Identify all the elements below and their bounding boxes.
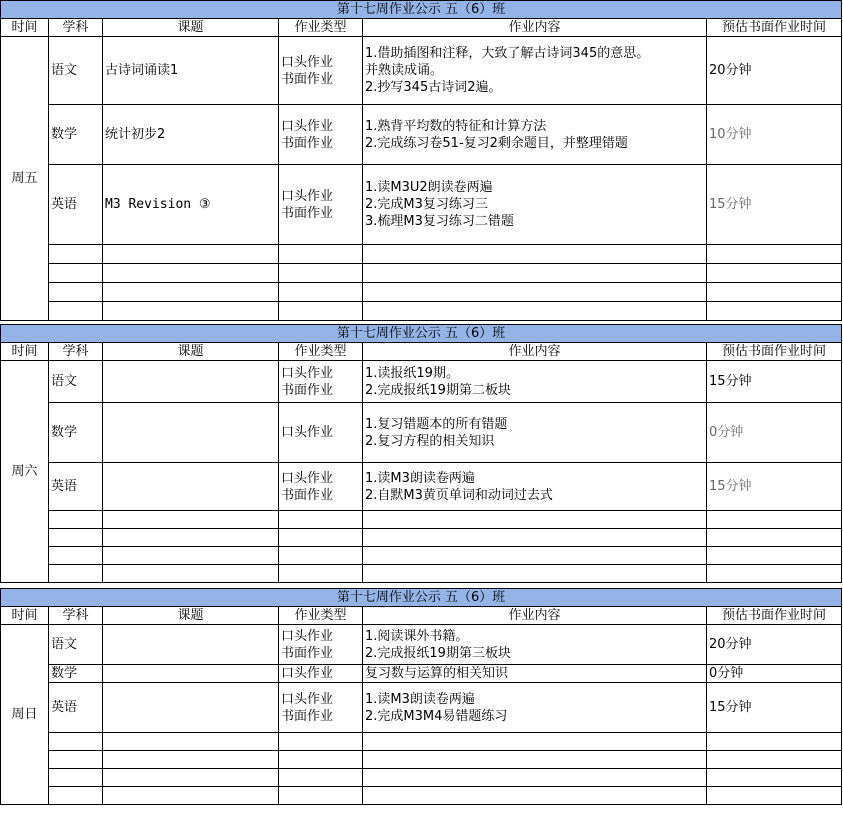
content-line: 2.完成报纸19期第三板块 — [365, 645, 511, 661]
content-line: 1.借助插图和注释，大致了解古诗词345的意思。 — [365, 46, 650, 61]
subject-cell: 数学 — [49, 105, 103, 165]
content-cell — [363, 625, 707, 665]
table-banner: 第十七周作业公示 五（6）班 — [1, 589, 842, 607]
col-header-subject: 学科 — [49, 607, 103, 625]
content-line: 2.复习方程的相关知识 — [365, 433, 495, 449]
type-line: 口头作业 — [281, 188, 334, 204]
col-header-time: 时间 — [1, 607, 49, 625]
content-cell — [363, 361, 707, 403]
table-row — [1, 625, 842, 665]
estimate-cell: 0分钟 — [707, 665, 842, 683]
estimate-cell: 15分钟 — [707, 683, 842, 733]
content-line: 1.读M3U2朗读卷两遍 — [365, 180, 493, 195]
content-cell — [363, 37, 707, 105]
topic-cell — [103, 625, 279, 665]
content-line: 1.读报纸19期。 — [365, 365, 459, 381]
empty-row — [1, 302, 842, 321]
content-line: 2.完成M3M4易错题练习 — [365, 708, 508, 724]
type-line: 口头作业 — [281, 628, 334, 644]
content-line: 并熟读成诵。 — [365, 63, 444, 78]
col-header-type: 作业类型 — [279, 19, 363, 37]
content-cell — [363, 403, 707, 463]
empty-row — [1, 769, 842, 787]
content-line: 1.读M3朗读卷两遍 — [365, 470, 475, 486]
type-line: 书面作业 — [281, 205, 334, 221]
empty-row — [1, 751, 842, 769]
col-header-topic: 课题 — [103, 607, 279, 625]
type-cell: 口头作业 — [279, 665, 363, 683]
empty-row — [1, 264, 842, 283]
content-cell — [363, 165, 707, 245]
type-line: 口头作业 — [281, 425, 334, 440]
topic-cell — [103, 361, 279, 403]
subject-cell: 数学 — [49, 665, 103, 683]
day-label: 周六 — [1, 361, 49, 583]
table-row — [1, 165, 842, 245]
col-header-estimate: 预估书面作业时间 — [707, 343, 842, 361]
empty-row — [1, 529, 842, 547]
sheet-saturday — [0, 324, 843, 583]
col-header-type: 作业类型 — [279, 343, 363, 361]
content-line: 1.熟背平均数的特征和计算方法 — [365, 118, 547, 134]
type-cell — [279, 165, 363, 245]
content-line: 2.完成练习卷51-复习2剩余题目，并整理错题 — [365, 135, 628, 151]
content-cell: 复习数与运算的相关知识 — [363, 665, 707, 683]
estimate-cell: 0分钟 — [707, 403, 842, 463]
subject-cell: 英语 — [49, 683, 103, 733]
content-line: 1.读M3朗读卷两遍 — [365, 691, 475, 707]
type-line: 书面作业 — [281, 71, 334, 87]
col-header-content: 作业内容 — [363, 607, 707, 625]
sheet-sunday — [0, 588, 843, 805]
content-cell — [363, 683, 707, 733]
topic-cell: M3 Revision ③ — [103, 165, 279, 245]
type-line: 书面作业 — [281, 487, 334, 503]
subject-cell: 数学 — [49, 403, 103, 463]
subject-cell: 英语 — [49, 463, 103, 511]
col-header-content: 作业内容 — [363, 343, 707, 361]
empty-row — [1, 511, 842, 529]
table-row — [1, 361, 842, 403]
col-header-topic: 课题 — [103, 343, 279, 361]
topic-cell — [103, 665, 279, 683]
type-cell — [279, 37, 363, 105]
type-cell — [279, 105, 363, 165]
col-header-type: 作业类型 — [279, 607, 363, 625]
content-line: 2.抄写345古诗词2遍。 — [365, 80, 502, 95]
subject-cell: 语文 — [49, 625, 103, 665]
content-cell — [363, 463, 707, 511]
col-header-topic: 课题 — [103, 19, 279, 37]
content-line: 1.阅读课外书籍。 — [365, 628, 469, 644]
type-cell — [279, 403, 363, 463]
table-row — [1, 463, 842, 511]
type-line: 口头作业 — [281, 54, 334, 70]
homework-table-saturday — [0, 324, 842, 583]
col-header-time: 时间 — [1, 19, 49, 37]
type-line: 口头作业 — [281, 365, 334, 381]
col-header-estimate: 预估书面作业时间 — [707, 607, 842, 625]
estimate-cell: 15分钟 — [707, 165, 842, 245]
type-cell — [279, 625, 363, 665]
homework-table-sunday — [0, 588, 842, 805]
type-line: 口头作业 — [281, 118, 334, 134]
estimate-cell: 15分钟 — [707, 463, 842, 511]
estimate-cell: 10分钟 — [707, 105, 842, 165]
col-header-content: 作业内容 — [363, 19, 707, 37]
type-cell — [279, 463, 363, 511]
content-line: 3.梳理M3复习练习二错题 — [365, 214, 514, 229]
type-line: 书面作业 — [281, 382, 334, 398]
estimate-cell: 20分钟 — [707, 625, 842, 665]
table-row — [1, 683, 842, 733]
subject-cell: 英语 — [49, 165, 103, 245]
day-label: 周日 — [1, 625, 49, 805]
subject-cell: 语文 — [49, 37, 103, 105]
estimate-cell: 20分钟 — [707, 37, 842, 105]
empty-row — [1, 547, 842, 565]
type-cell — [279, 361, 363, 403]
topic-cell: 古诗词诵读1 — [103, 37, 279, 105]
type-line: 书面作业 — [281, 135, 334, 151]
type-cell — [279, 683, 363, 733]
col-header-time: 时间 — [1, 343, 49, 361]
type-line: 书面作业 — [281, 708, 334, 724]
content-line: 2.完成报纸19期第二板块 — [365, 382, 511, 398]
homework-table-friday — [0, 0, 842, 321]
col-header-estimate: 预估书面作业时间 — [707, 19, 842, 37]
subject-cell: 语文 — [49, 361, 103, 403]
col-header-subject: 学科 — [49, 19, 103, 37]
day-label: 周五 — [1, 37, 49, 321]
content-line: 2.自默M3黄页单词和动词过去式 — [365, 487, 553, 503]
topic-cell — [103, 403, 279, 463]
type-line: 口头作业 — [281, 470, 334, 486]
content-line: 1.复习错题本的所有错题 — [365, 416, 508, 432]
table-row — [1, 403, 842, 463]
content-cell — [363, 105, 707, 165]
table-banner: 第十七周作业公示 五（6）班 — [1, 1, 842, 19]
sheet-friday — [0, 0, 843, 321]
topic-cell: 统计初步2 — [103, 105, 279, 165]
empty-row — [1, 787, 842, 805]
empty-row — [1, 283, 842, 302]
topic-cell — [103, 683, 279, 733]
type-line: 书面作业 — [281, 645, 334, 661]
table-row — [1, 105, 842, 165]
content-line: 2.完成M3复习练习三 — [365, 197, 488, 212]
table-row — [1, 665, 842, 683]
table-row — [1, 37, 842, 105]
empty-row — [1, 565, 842, 583]
col-header-subject: 学科 — [49, 343, 103, 361]
type-line: 口头作业 — [281, 691, 334, 707]
topic-cell — [103, 463, 279, 511]
empty-row — [1, 245, 842, 264]
table-banner: 第十七周作业公示 五（6）班 — [1, 325, 842, 343]
empty-row — [1, 733, 842, 751]
estimate-cell: 15分钟 — [707, 361, 842, 403]
